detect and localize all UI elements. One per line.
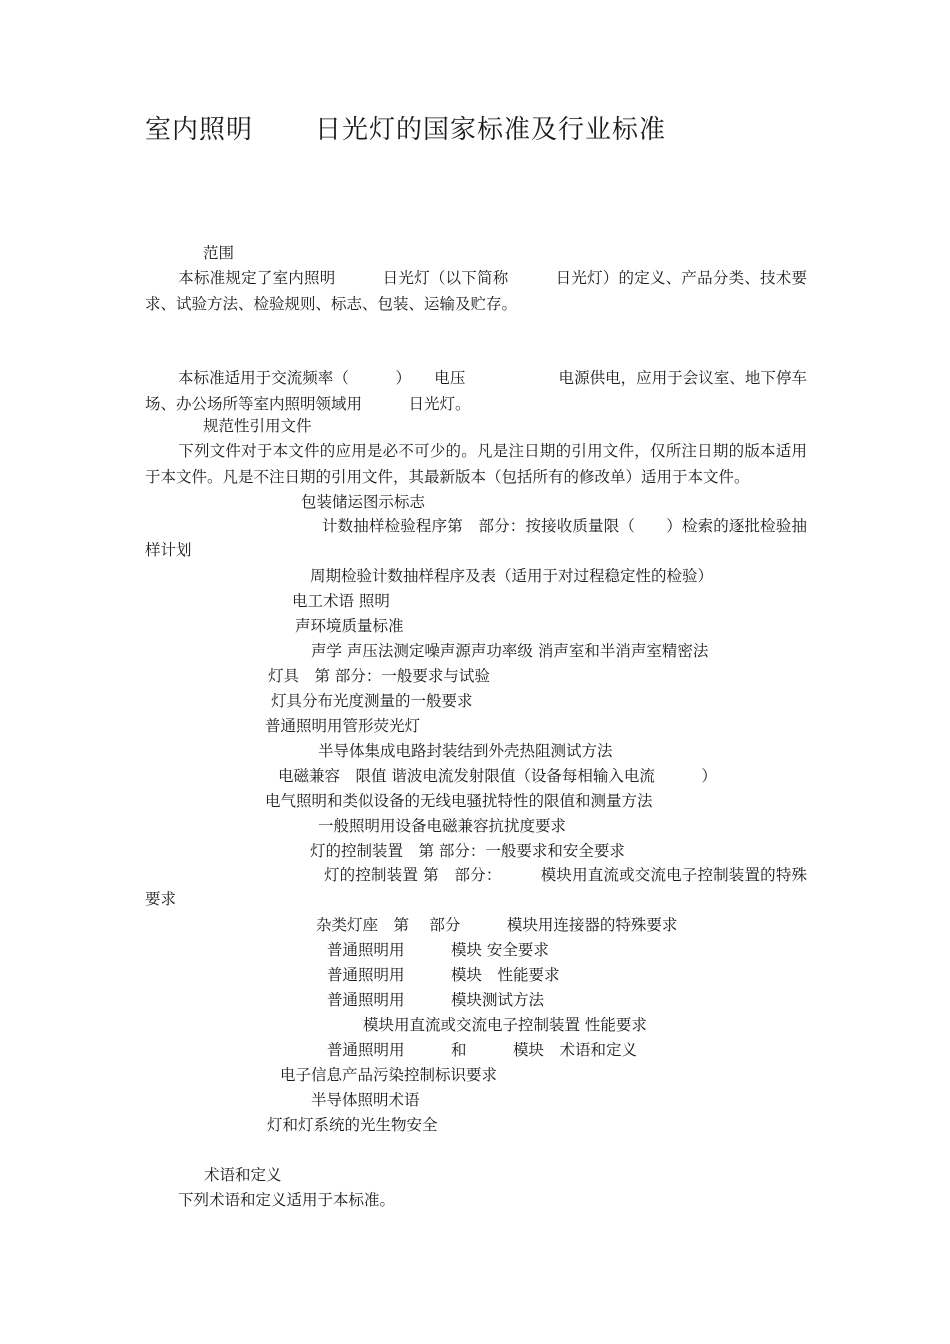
- reference-item: 普通照明用 模块 性能要求: [327, 966, 560, 984]
- reference-item: 计数抽样检验程序第 部分：按接收质量限（ ）检索的逐批检验抽样计划: [145, 517, 807, 559]
- reference-item: 半导体集成电路封装结到外壳热阻测试方法: [318, 742, 613, 760]
- reference-item: 包装储运图示标志: [301, 493, 426, 511]
- reference-item: 普通照明用 模块 安全要求: [327, 941, 549, 959]
- reference-item: 普通照明用管形荧光灯: [265, 717, 421, 735]
- reference-item: 电子信息产品污染控制标识要求: [280, 1066, 498, 1084]
- reference-item: 电磁兼容 限值 谐波电流发射限值（设备每相输入电流 ）: [278, 767, 717, 785]
- reference-item: 普通照明用 和 模块 术语和定义: [327, 1041, 638, 1059]
- document-title: [145, 112, 666, 148]
- reference-item: 周期检验计数抽样程序及表（适用于对过程稳定性的检验）: [310, 567, 714, 585]
- title-part-2: 日光灯的国家标准及行业标准: [315, 115, 667, 145]
- reference-item: 普通照明用 模块测试方法: [327, 991, 545, 1009]
- reference-item: 灯具 第 部分：一般要求与试验: [268, 667, 490, 685]
- reference-item: 电工术语 照明: [292, 592, 390, 610]
- reference-item: 灯和灯系统的光生物安全: [267, 1116, 438, 1134]
- reference-item: 半导体照明术语: [311, 1091, 420, 1109]
- terms-heading: 术语和定义: [204, 1166, 282, 1184]
- reference-item: 一般照明用设备电磁兼容抗扰度要求: [318, 817, 567, 835]
- reference-item: 模块用直流或交流电子控制装置 性能要求: [363, 1016, 647, 1034]
- scope-paragraph-2: 本标准适用于交流频率（ ） 电压 电源供电，应用于会议室、地下停车场、办公场所等室内照明领域用 日光灯。: [145, 369, 807, 413]
- reference-item: 灯具分布光度测量的一般要求: [271, 692, 473, 710]
- terms-intro: 下列术语和定义适用于本标准。: [178, 1191, 396, 1209]
- reference-item: 声环境质量标准: [295, 617, 404, 635]
- normative-heading: 规范性引用文件: [203, 417, 312, 435]
- reference-item: 声学 声压法测定噪声源声功率级 消声室和半消声室精密法: [311, 642, 709, 660]
- normative-intro: 下列文件对于本文件的应用是必不可少的。凡是注日期的引用文件，仅所注日期的版本适用于本文件。凡是不注日期的引用文件，其最新版本（包括所有的修改单）适用于本文件。: [145, 442, 807, 486]
- scope-heading: 范围: [203, 244, 235, 262]
- reference-item: 电气照明和类似设备的无线电骚扰特性的限值和测量方法: [265, 792, 653, 810]
- reference-item: 杂类灯座 第 部分 模块用连接器的特殊要求: [316, 916, 678, 934]
- reference-item: 灯的控制装置 第 部分： 模块用直流或交流电子控制装置的特殊要求: [145, 866, 807, 908]
- title-part-1: 室内照明: [145, 115, 254, 145]
- scope-paragraph-1: 本标准规定了室内照明 日光灯（以下简称 日光灯）的定义、产品分类、技术要求、试验方法、检验规则、标志、包装、运输及贮存。: [145, 269, 807, 313]
- reference-item: 灯的控制装置 第 部分：一般要求和安全要求: [310, 842, 625, 860]
